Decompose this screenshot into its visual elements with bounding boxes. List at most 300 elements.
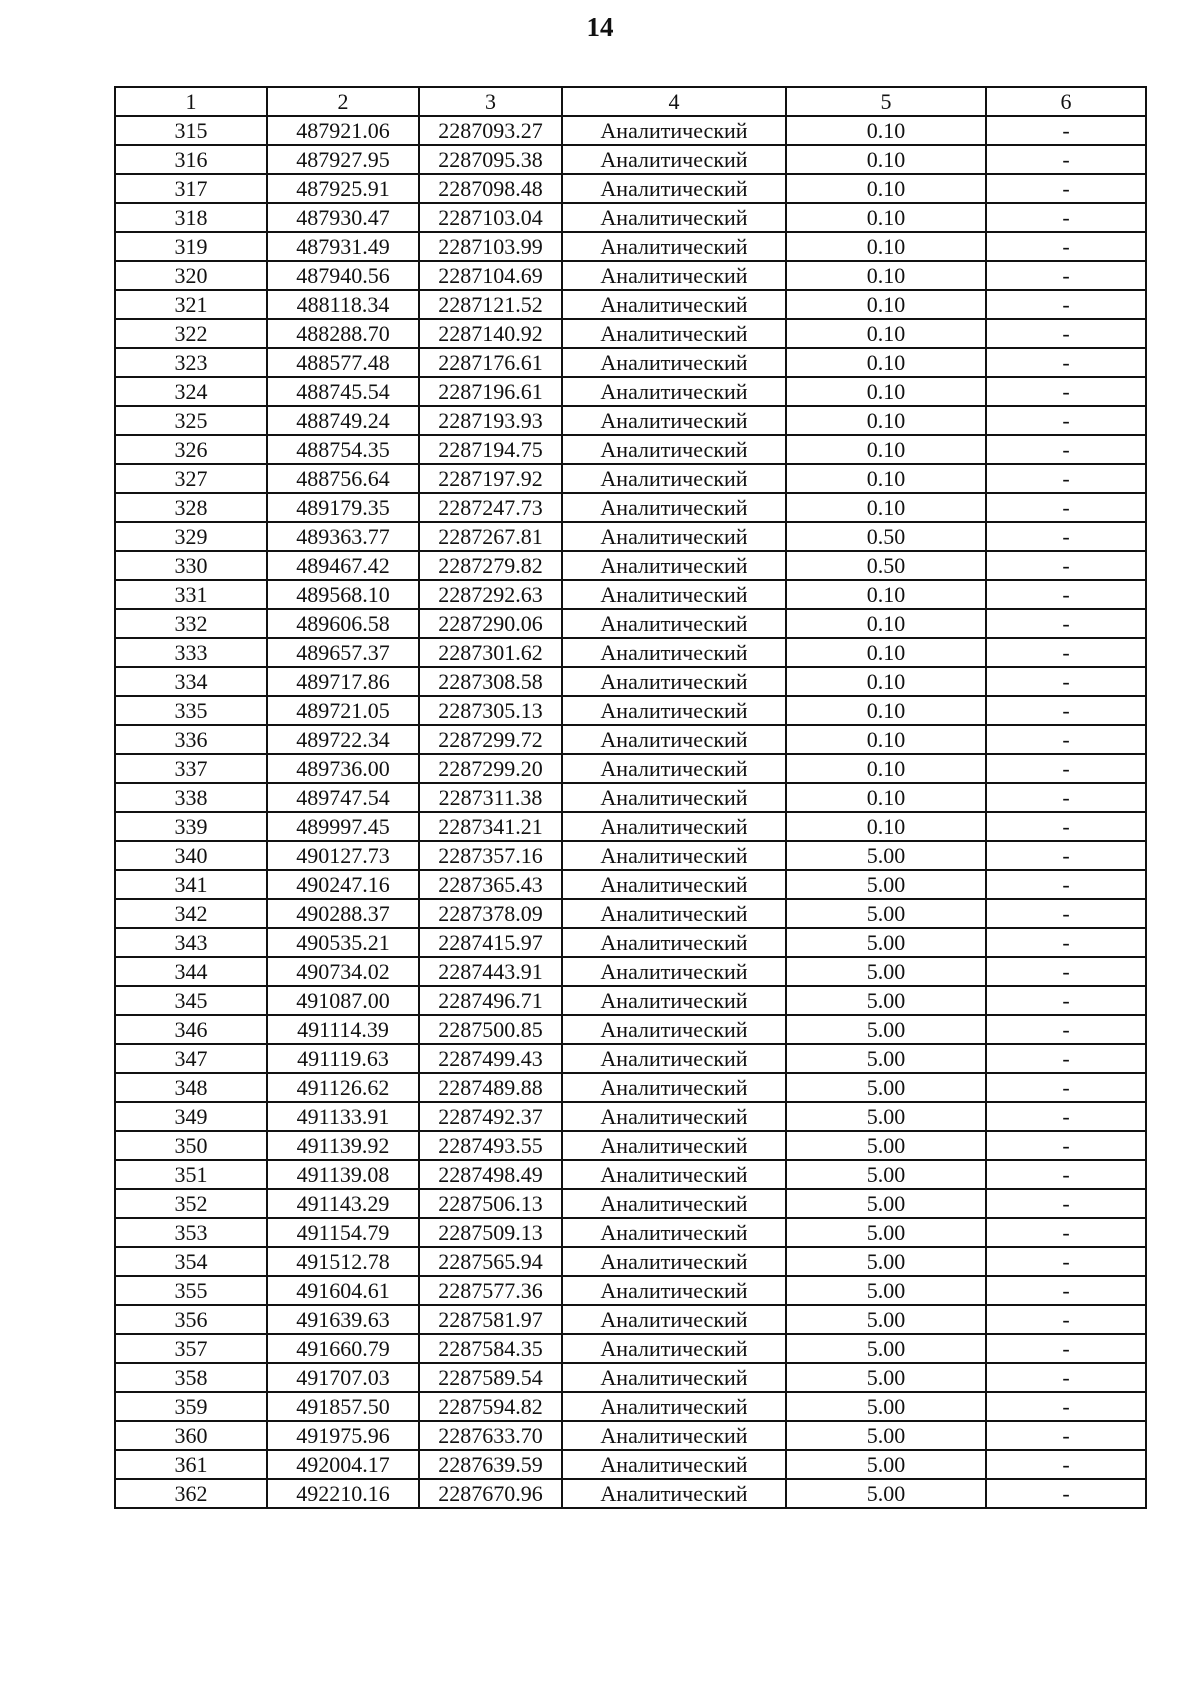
accuracy-cell: 0.10: [786, 638, 986, 667]
note-cell: -: [986, 1363, 1146, 1392]
accuracy-cell: 0.10: [786, 754, 986, 783]
accuracy-cell: 5.00: [786, 986, 986, 1015]
note-cell: -: [986, 783, 1146, 812]
method-cell: Аналитический: [562, 1421, 786, 1450]
note-cell: -: [986, 290, 1146, 319]
column-header-5: 5: [786, 87, 986, 116]
y-coordinate-cell: 2287197.92: [419, 464, 562, 493]
method-cell: Аналитический: [562, 290, 786, 319]
point-number-cell: 347: [115, 1044, 267, 1073]
table-row: [115, 406, 1146, 435]
x-coordinate-cell: 490127.73: [267, 841, 419, 870]
page-number: 14: [586, 12, 614, 42]
accuracy-cell: 0.10: [786, 348, 986, 377]
point-number-cell: 332: [115, 609, 267, 638]
accuracy-cell: 5.00: [786, 1015, 986, 1044]
header-row: [115, 87, 1146, 116]
point-number-cell: 319: [115, 232, 267, 261]
y-coordinate-cell: 2287633.70: [419, 1421, 562, 1450]
y-coordinate-cell: 2287365.43: [419, 870, 562, 899]
point-number-cell: 342: [115, 899, 267, 928]
method-cell: Аналитический: [562, 261, 786, 290]
note-cell: -: [986, 696, 1146, 725]
y-coordinate-cell: 2287489.88: [419, 1073, 562, 1102]
point-number-cell: 346: [115, 1015, 267, 1044]
y-coordinate-cell: 2287577.36: [419, 1276, 562, 1305]
method-cell: Аналитический: [562, 348, 786, 377]
x-coordinate-cell: 487930.47: [267, 203, 419, 232]
point-number-cell: 322: [115, 319, 267, 348]
table-row: [115, 1276, 1146, 1305]
accuracy-cell: 5.00: [786, 1276, 986, 1305]
table-row: [115, 870, 1146, 899]
accuracy-cell: 0.10: [786, 116, 986, 145]
point-number-cell: 348: [115, 1073, 267, 1102]
x-coordinate-cell: 490535.21: [267, 928, 419, 957]
y-coordinate-cell: 2287103.04: [419, 203, 562, 232]
y-coordinate-cell: 2287443.91: [419, 957, 562, 986]
y-coordinate-cell: 2287308.58: [419, 667, 562, 696]
x-coordinate-cell: 491133.91: [267, 1102, 419, 1131]
point-number-cell: 323: [115, 348, 267, 377]
y-coordinate-cell: 2287301.62: [419, 638, 562, 667]
method-cell: Аналитический: [562, 928, 786, 957]
point-number-cell: 315: [115, 116, 267, 145]
table-row: [115, 638, 1146, 667]
note-cell: -: [986, 928, 1146, 957]
method-cell: Аналитический: [562, 667, 786, 696]
method-cell: Аналитический: [562, 638, 786, 667]
note-cell: -: [986, 870, 1146, 899]
accuracy-cell: 5.00: [786, 1421, 986, 1450]
note-cell: -: [986, 348, 1146, 377]
x-coordinate-cell: 491857.50: [267, 1392, 419, 1421]
y-coordinate-cell: 2287493.55: [419, 1131, 562, 1160]
note-cell: -: [986, 1334, 1146, 1363]
accuracy-cell: 0.10: [786, 725, 986, 754]
table-row: [115, 1305, 1146, 1334]
note-cell: -: [986, 725, 1146, 754]
point-number-cell: 325: [115, 406, 267, 435]
point-number-cell: 344: [115, 957, 267, 986]
accuracy-cell: 0.10: [786, 261, 986, 290]
y-coordinate-cell: 2287499.43: [419, 1044, 562, 1073]
accuracy-cell: 5.00: [786, 1363, 986, 1392]
y-coordinate-cell: 2287196.61: [419, 377, 562, 406]
table-row: [115, 261, 1146, 290]
column-header-2: 2: [267, 87, 419, 116]
table-row: [115, 493, 1146, 522]
note-cell: -: [986, 1276, 1146, 1305]
accuracy-cell: 5.00: [786, 1160, 986, 1189]
method-cell: Аналитический: [562, 203, 786, 232]
table-row: [115, 174, 1146, 203]
accuracy-cell: 0.10: [786, 377, 986, 406]
point-number-cell: 349: [115, 1102, 267, 1131]
y-coordinate-cell: 2287103.99: [419, 232, 562, 261]
note-cell: -: [986, 1131, 1146, 1160]
x-coordinate-cell: 491119.63: [267, 1044, 419, 1073]
accuracy-cell: 5.00: [786, 1392, 986, 1421]
x-coordinate-cell: 489606.58: [267, 609, 419, 638]
point-number-cell: 341: [115, 870, 267, 899]
x-coordinate-cell: 491139.08: [267, 1160, 419, 1189]
table-row: [115, 899, 1146, 928]
x-coordinate-cell: 489722.34: [267, 725, 419, 754]
x-coordinate-cell: 489657.37: [267, 638, 419, 667]
note-cell: -: [986, 1247, 1146, 1276]
note-cell: -: [986, 1015, 1146, 1044]
point-number-cell: 316: [115, 145, 267, 174]
accuracy-cell: 5.00: [786, 1450, 986, 1479]
y-coordinate-cell: 2287290.06: [419, 609, 562, 638]
x-coordinate-cell: 491512.78: [267, 1247, 419, 1276]
method-cell: Аналитический: [562, 1160, 786, 1189]
table-row: [115, 232, 1146, 261]
y-coordinate-cell: 2287247.73: [419, 493, 562, 522]
method-cell: Аналитический: [562, 406, 786, 435]
x-coordinate-cell: 489747.54: [267, 783, 419, 812]
point-number-cell: 331: [115, 580, 267, 609]
x-coordinate-cell: 489467.42: [267, 551, 419, 580]
accuracy-cell: 0.10: [786, 812, 986, 841]
table-row: [115, 609, 1146, 638]
y-coordinate-cell: 2287500.85: [419, 1015, 562, 1044]
point-number-cell: 326: [115, 435, 267, 464]
y-coordinate-cell: 2287506.13: [419, 1189, 562, 1218]
note-cell: -: [986, 986, 1146, 1015]
x-coordinate-cell: 488118.34: [267, 290, 419, 319]
table-row: [115, 696, 1146, 725]
note-cell: -: [986, 841, 1146, 870]
table-header: [115, 87, 1146, 116]
x-coordinate-cell: 492004.17: [267, 1450, 419, 1479]
accuracy-cell: 0.10: [786, 783, 986, 812]
accuracy-cell: 0.10: [786, 493, 986, 522]
method-cell: Аналитический: [562, 1247, 786, 1276]
x-coordinate-cell: 491087.00: [267, 986, 419, 1015]
y-coordinate-cell: 2287121.52: [419, 290, 562, 319]
note-cell: -: [986, 1479, 1146, 1508]
table-row: [115, 812, 1146, 841]
point-number-cell: 318: [115, 203, 267, 232]
y-coordinate-cell: 2287279.82: [419, 551, 562, 580]
accuracy-cell: 5.00: [786, 1044, 986, 1073]
method-cell: Аналитический: [562, 232, 786, 261]
point-number-cell: 327: [115, 464, 267, 493]
point-number-cell: 335: [115, 696, 267, 725]
x-coordinate-cell: 491639.63: [267, 1305, 419, 1334]
method-cell: Аналитический: [562, 783, 786, 812]
note-cell: -: [986, 638, 1146, 667]
column-header-6: 6: [986, 87, 1146, 116]
method-cell: Аналитический: [562, 464, 786, 493]
y-coordinate-cell: 2287357.16: [419, 841, 562, 870]
note-cell: -: [986, 1189, 1146, 1218]
method-cell: Аналитический: [562, 841, 786, 870]
x-coordinate-cell: 490247.16: [267, 870, 419, 899]
point-number-cell: 321: [115, 290, 267, 319]
point-number-cell: 333: [115, 638, 267, 667]
table-row: [115, 290, 1146, 319]
note-cell: -: [986, 464, 1146, 493]
x-coordinate-cell: 491707.03: [267, 1363, 419, 1392]
note-cell: -: [986, 667, 1146, 696]
y-coordinate-cell: 2287492.37: [419, 1102, 562, 1131]
method-cell: Аналитический: [562, 1363, 786, 1392]
table-row: [115, 1073, 1146, 1102]
note-cell: -: [986, 522, 1146, 551]
accuracy-cell: 0.10: [786, 290, 986, 319]
note-cell: -: [986, 1073, 1146, 1102]
table-row: [115, 464, 1146, 493]
point-number-cell: 351: [115, 1160, 267, 1189]
method-cell: Аналитический: [562, 1450, 786, 1479]
point-number-cell: 328: [115, 493, 267, 522]
y-coordinate-cell: 2287299.72: [419, 725, 562, 754]
accuracy-cell: 5.00: [786, 1218, 986, 1247]
x-coordinate-cell: 491139.92: [267, 1131, 419, 1160]
y-coordinate-cell: 2287341.21: [419, 812, 562, 841]
note-cell: -: [986, 232, 1146, 261]
y-coordinate-cell: 2287093.27: [419, 116, 562, 145]
y-coordinate-cell: 2287670.96: [419, 1479, 562, 1508]
x-coordinate-cell: 491126.62: [267, 1073, 419, 1102]
accuracy-cell: 5.00: [786, 957, 986, 986]
method-cell: Аналитический: [562, 1102, 786, 1131]
table-row: [115, 754, 1146, 783]
method-cell: Аналитический: [562, 580, 786, 609]
method-cell: Аналитический: [562, 145, 786, 174]
table-row: [115, 1334, 1146, 1363]
table-row: [115, 1450, 1146, 1479]
table-row: [115, 551, 1146, 580]
table-row: [115, 986, 1146, 1015]
x-coordinate-cell: 491114.39: [267, 1015, 419, 1044]
y-coordinate-cell: 2287299.20: [419, 754, 562, 783]
x-coordinate-cell: 489363.77: [267, 522, 419, 551]
point-number-cell: 317: [115, 174, 267, 203]
y-coordinate-cell: 2287584.35: [419, 1334, 562, 1363]
y-coordinate-cell: 2287140.92: [419, 319, 562, 348]
accuracy-cell: 5.00: [786, 870, 986, 899]
x-coordinate-cell: 491154.79: [267, 1218, 419, 1247]
accuracy-cell: 0.50: [786, 522, 986, 551]
y-coordinate-cell: 2287589.54: [419, 1363, 562, 1392]
note-cell: -: [986, 116, 1146, 145]
point-number-cell: 362: [115, 1479, 267, 1508]
y-coordinate-cell: 2287496.71: [419, 986, 562, 1015]
point-number-cell: 329: [115, 522, 267, 551]
y-coordinate-cell: 2287098.48: [419, 174, 562, 203]
accuracy-cell: 0.10: [786, 580, 986, 609]
point-number-cell: 340: [115, 841, 267, 870]
y-coordinate-cell: 2287311.38: [419, 783, 562, 812]
point-number-cell: 353: [115, 1218, 267, 1247]
point-number-cell: 343: [115, 928, 267, 957]
table-row: [115, 1218, 1146, 1247]
method-cell: Аналитический: [562, 377, 786, 406]
y-coordinate-cell: 2287095.38: [419, 145, 562, 174]
method-cell: Аналитический: [562, 725, 786, 754]
x-coordinate-cell: 488754.35: [267, 435, 419, 464]
accuracy-cell: 5.00: [786, 841, 986, 870]
note-cell: -: [986, 261, 1146, 290]
y-coordinate-cell: 2287565.94: [419, 1247, 562, 1276]
note-cell: -: [986, 812, 1146, 841]
y-coordinate-cell: 2287176.61: [419, 348, 562, 377]
note-cell: -: [986, 203, 1146, 232]
note-cell: -: [986, 609, 1146, 638]
accuracy-cell: 0.10: [786, 319, 986, 348]
table-row: [115, 725, 1146, 754]
column-header-3: 3: [419, 87, 562, 116]
point-number-cell: 361: [115, 1450, 267, 1479]
x-coordinate-cell: 489717.86: [267, 667, 419, 696]
x-coordinate-cell: 489568.10: [267, 580, 419, 609]
method-cell: Аналитический: [562, 493, 786, 522]
table-row: [115, 348, 1146, 377]
x-coordinate-cell: 487921.06: [267, 116, 419, 145]
point-number-cell: 356: [115, 1305, 267, 1334]
accuracy-cell: 0.10: [786, 203, 986, 232]
table-row: [115, 1102, 1146, 1131]
method-cell: Аналитический: [562, 1218, 786, 1247]
column-header-4: 4: [562, 87, 786, 116]
x-coordinate-cell: 491660.79: [267, 1334, 419, 1363]
method-cell: Аналитический: [562, 696, 786, 725]
accuracy-cell: 0.10: [786, 435, 986, 464]
method-cell: Аналитический: [562, 1305, 786, 1334]
y-coordinate-cell: 2287194.75: [419, 435, 562, 464]
x-coordinate-cell: 491143.29: [267, 1189, 419, 1218]
note-cell: -: [986, 145, 1146, 174]
note-cell: -: [986, 551, 1146, 580]
accuracy-cell: 5.00: [786, 1073, 986, 1102]
note-cell: -: [986, 493, 1146, 522]
note-cell: -: [986, 580, 1146, 609]
note-cell: -: [986, 754, 1146, 783]
accuracy-cell: 0.10: [786, 464, 986, 493]
method-cell: Аналитический: [562, 1189, 786, 1218]
note-cell: -: [986, 1218, 1146, 1247]
x-coordinate-cell: 488288.70: [267, 319, 419, 348]
x-coordinate-cell: 488577.48: [267, 348, 419, 377]
x-coordinate-cell: 487927.95: [267, 145, 419, 174]
method-cell: Аналитический: [562, 319, 786, 348]
accuracy-cell: 5.00: [786, 1247, 986, 1276]
x-coordinate-cell: 488749.24: [267, 406, 419, 435]
y-coordinate-cell: 2287378.09: [419, 899, 562, 928]
table-row: [115, 928, 1146, 957]
y-coordinate-cell: 2287104.69: [419, 261, 562, 290]
table-row: [115, 319, 1146, 348]
note-cell: -: [986, 1044, 1146, 1073]
note-cell: -: [986, 957, 1146, 986]
table-row: [115, 522, 1146, 551]
y-coordinate-cell: 2287193.93: [419, 406, 562, 435]
accuracy-cell: 0.10: [786, 696, 986, 725]
x-coordinate-cell: 489179.35: [267, 493, 419, 522]
method-cell: Аналитический: [562, 986, 786, 1015]
accuracy-cell: 5.00: [786, 1479, 986, 1508]
note-cell: -: [986, 406, 1146, 435]
method-cell: Аналитический: [562, 899, 786, 928]
point-number-cell: 334: [115, 667, 267, 696]
accuracy-cell: 5.00: [786, 928, 986, 957]
point-number-cell: 354: [115, 1247, 267, 1276]
method-cell: Аналитический: [562, 1015, 786, 1044]
note-cell: -: [986, 174, 1146, 203]
point-number-cell: 360: [115, 1421, 267, 1450]
y-coordinate-cell: 2287267.81: [419, 522, 562, 551]
point-number-cell: 330: [115, 551, 267, 580]
table-row: [115, 1131, 1146, 1160]
accuracy-cell: 5.00: [786, 1189, 986, 1218]
accuracy-cell: 5.00: [786, 1102, 986, 1131]
y-coordinate-cell: 2287639.59: [419, 1450, 562, 1479]
x-coordinate-cell: 487931.49: [267, 232, 419, 261]
table-row: [115, 1044, 1146, 1073]
x-coordinate-cell: 490288.37: [267, 899, 419, 928]
method-cell: Аналитический: [562, 435, 786, 464]
table-row: [115, 145, 1146, 174]
table-row: [115, 667, 1146, 696]
method-cell: Аналитический: [562, 174, 786, 203]
note-cell: -: [986, 899, 1146, 928]
y-coordinate-cell: 2287415.97: [419, 928, 562, 957]
x-coordinate-cell: 487940.56: [267, 261, 419, 290]
x-coordinate-cell: 490734.02: [267, 957, 419, 986]
x-coordinate-cell: 488745.54: [267, 377, 419, 406]
x-coordinate-cell: 489721.05: [267, 696, 419, 725]
method-cell: Аналитический: [562, 870, 786, 899]
table-row: [115, 1421, 1146, 1450]
point-number-cell: 350: [115, 1131, 267, 1160]
table-row: [115, 1189, 1146, 1218]
accuracy-cell: 5.00: [786, 899, 986, 928]
point-number-cell: 352: [115, 1189, 267, 1218]
note-cell: -: [986, 377, 1146, 406]
x-coordinate-cell: 489997.45: [267, 812, 419, 841]
x-coordinate-cell: 489736.00: [267, 754, 419, 783]
accuracy-cell: 0.10: [786, 232, 986, 261]
point-number-cell: 324: [115, 377, 267, 406]
y-coordinate-cell: 2287509.13: [419, 1218, 562, 1247]
method-cell: Аналитический: [562, 957, 786, 986]
point-number-cell: 337: [115, 754, 267, 783]
x-coordinate-cell: 488756.64: [267, 464, 419, 493]
accuracy-cell: 0.10: [786, 174, 986, 203]
table-row: [115, 1015, 1146, 1044]
table-row: [115, 203, 1146, 232]
x-coordinate-cell: 491604.61: [267, 1276, 419, 1305]
point-number-cell: 358: [115, 1363, 267, 1392]
accuracy-cell: 0.50: [786, 551, 986, 580]
accuracy-cell: 5.00: [786, 1131, 986, 1160]
point-number-cell: 357: [115, 1334, 267, 1363]
point-number-cell: 320: [115, 261, 267, 290]
note-cell: -: [986, 1102, 1146, 1131]
method-cell: Аналитический: [562, 522, 786, 551]
table-row: [115, 1247, 1146, 1276]
method-cell: Аналитический: [562, 754, 786, 783]
method-cell: Аналитический: [562, 551, 786, 580]
table-row: [115, 1392, 1146, 1421]
point-number-cell: 355: [115, 1276, 267, 1305]
method-cell: Аналитический: [562, 1334, 786, 1363]
method-cell: Аналитический: [562, 1131, 786, 1160]
